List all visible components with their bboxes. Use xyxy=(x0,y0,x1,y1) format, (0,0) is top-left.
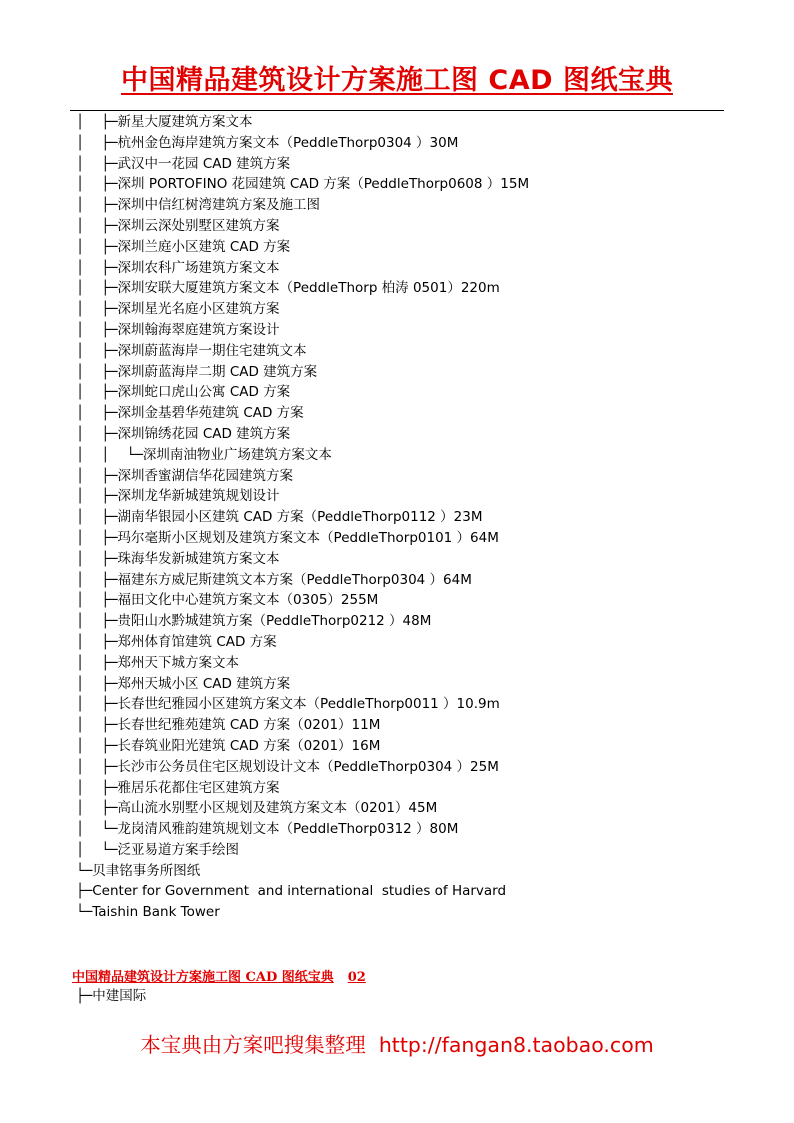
tree-item: │ ├─深圳金基碧华苑建筑 CAD 方案 xyxy=(76,405,304,422)
tree-item: │ ├─玛尔毫斯小区规划及建筑方案文本（PeddleThorp0101 ）64M xyxy=(76,529,499,546)
tree-item: │ ├─深圳兰庭小区建筑 CAD 方案 xyxy=(76,238,291,255)
tree-item: │ ├─武汉中一花园 CAD 建筑方案 xyxy=(76,155,291,172)
volume-title: 中国精品建筑设计方案施工图 CAD 图纸宝典 xyxy=(72,970,334,985)
tree-item: │ │ └─深圳南油物业广场建筑方案文本 xyxy=(76,446,332,463)
volume-first-item: ├─中建国际 xyxy=(76,988,147,1004)
tree-item: │ ├─深圳翰海翠庭建筑方案设计 xyxy=(76,321,280,338)
tree-item: │ ├─深圳安联大厦建筑方案文本（PeddleThorp 柏涛 0501）220m xyxy=(76,280,500,297)
tree-item: │ ├─郑州天城小区 CAD 建筑方案 xyxy=(76,675,291,692)
tree-item: │ ├─福建东方威尼斯建筑文本方案（PeddleThorp0304 ）64M xyxy=(76,571,472,588)
header-divider xyxy=(70,110,724,111)
tree-item: │ ├─深圳蔚蓝海岸一期住宅建筑文本 xyxy=(76,342,307,359)
tree-item: │ ├─湖南华银园小区建筑 CAD 方案（PeddleThorp0112 ）23M xyxy=(76,509,483,526)
tree-item: │ ├─长春筑业阳光建筑 CAD 方案（0201）16M xyxy=(76,737,381,754)
directory-tree xyxy=(76,112,756,923)
tree-item: └─Taishin Bank Tower xyxy=(76,904,220,921)
volume-number: 02 xyxy=(347,970,366,985)
tree-item: │ ├─长春世纪雅园小区建筑方案文本（PeddleThorp0011 ）10.9m xyxy=(76,696,500,713)
tree-item: │ ├─珠海华发新城建筑方案文本 xyxy=(76,550,280,567)
tree-item: │ ├─高山流水别墅小区规划及建筑方案文本（0201）45M xyxy=(76,800,438,817)
tree-item: │ ├─深圳农科广场建筑方案文本 xyxy=(76,259,280,276)
tree-item: │ ├─杭州金色海岸建筑方案文本（PeddleThorp0304 ）30M xyxy=(76,134,459,151)
tree-item: │ ├─深圳星光名庭小区建筑方案 xyxy=(76,301,280,318)
tree-item: │ ├─郑州体育馆建筑 CAD 方案 xyxy=(76,633,277,650)
tree-item: └─贝聿铭事务所图纸 xyxy=(76,862,201,879)
tree-item: │ └─龙岗清风雅韵建筑规划文本（PeddleThorp0312 ）80M xyxy=(76,821,459,838)
tree-item: │ ├─深圳香蜜湖信华花园建筑方案 xyxy=(76,467,294,484)
footer-credit: 本宝典由方案吧搜集整理 http://fangan8.taobao.com xyxy=(140,1033,654,1057)
tree-item: │ └─泛亚易道方案手绘图 xyxy=(76,841,240,858)
tree-item: │ ├─长沙市公务员住宅区规划设计文本（PeddleThorp0304 ）25M xyxy=(76,758,499,775)
tree-item: │ ├─深圳 PORTOFINO 花园建筑 CAD 方案（PeddleThorp0608 ）15M xyxy=(76,176,530,193)
tree-item: ├─Center for Government and international studies of Harvard xyxy=(76,883,507,900)
tree-item: │ ├─深圳龙华新城建筑规划设计 xyxy=(76,488,280,505)
volume-heading xyxy=(72,966,366,985)
tree-item: │ ├─深圳蛇口虎山公寓 CAD 方案 xyxy=(76,384,291,401)
tree-item: │ ├─深圳云深处别墅区建筑方案 xyxy=(76,217,280,234)
tree-item: │ ├─深圳蔚蓝海岸二期 CAD 建筑方案 xyxy=(76,363,318,380)
tree-item: │ ├─深圳锦绣花园 CAD 建筑方案 xyxy=(76,425,291,442)
tree-item: │ ├─福田文化中心建筑方案文本（0305）255M xyxy=(76,592,379,609)
tree-item: │ ├─贵阳山水黔城建筑方案（PeddleThorp0212 ）48M xyxy=(76,613,432,630)
document-title: 中国精品建筑设计方案施工图 CAD 图纸宝典 xyxy=(121,65,673,96)
tree-item: │ ├─郑州天下城方案文本 xyxy=(76,654,240,671)
tree-item: │ ├─新星大厦建筑方案文本 xyxy=(76,114,253,130)
tree-item: │ ├─深圳中信红树湾建筑方案及施工图 xyxy=(76,197,321,214)
tree-item: │ ├─长春世纪雅苑建筑 CAD 方案（0201）11M xyxy=(76,717,381,734)
tree-item: │ ├─雅居乐花都住宅区建筑方案 xyxy=(76,779,280,796)
